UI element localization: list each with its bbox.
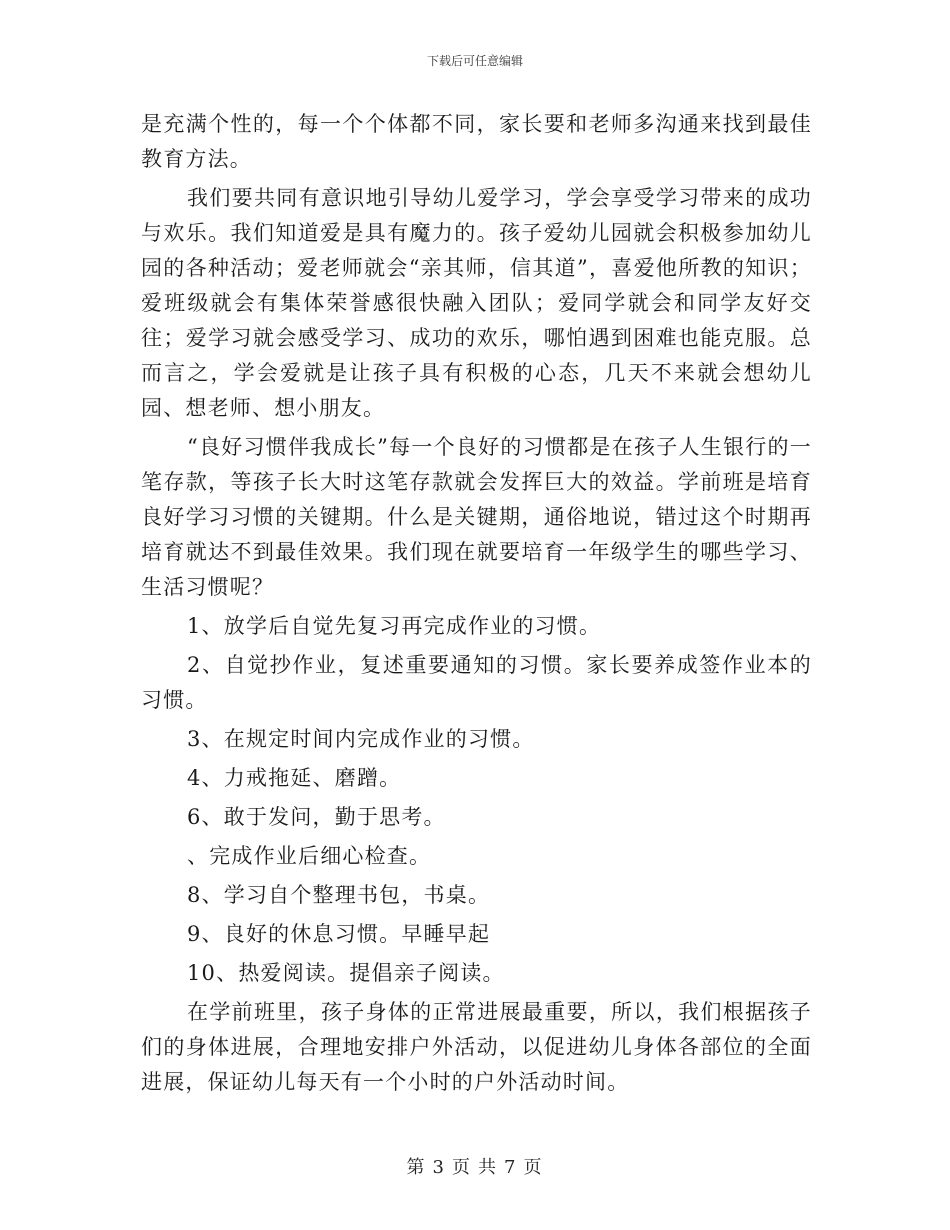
list-item: 1、放学后自觉先复习再完成作业的习惯。 xyxy=(187,614,602,638)
document-body xyxy=(141,107,812,1100)
list-item: 2、自觉抄作业，复述重要通知的习惯。家长要养成签作业本的习惯。 xyxy=(141,653,812,712)
paragraph-1: 是充满个性的，每一个个体都不同，家长要和老师多沟通来找到最佳教育方法。 xyxy=(141,112,812,171)
footer-label-page-unit: 页 xyxy=(452,1157,472,1178)
list-item: 6、敢于发问，勤于思考。 xyxy=(187,805,446,829)
footer-label-total-unit: 页 xyxy=(523,1157,544,1178)
list-item: 10、热爱阅读。提倡亲子阅读。 xyxy=(187,961,505,985)
paragraph-3: “良好习惯伴我成长”每一个良好的习惯都是在孩子人生银行的一笔存款，等孩子长大时这笔存款就会发挥巨大的效益。学前班是培育良好学习习惯的关键期。什么是关键期，通俗地说，错过这个时期再培育就达不到最佳效果。我们现在就要培育一年级学生的哪些学习、生活习惯呢？ xyxy=(141,435,812,599)
list-item: 3、在规定时间内完成作业的习惯。 xyxy=(187,727,535,751)
footer-label-total: 共 xyxy=(478,1157,498,1178)
total-pages: 7 xyxy=(504,1157,518,1178)
list-item: 9、良好的休息习惯。早睡早起 xyxy=(187,922,491,946)
list-item: 8、学习自个整理书包，书桌。 xyxy=(187,883,491,907)
page-footer xyxy=(0,1153,950,1179)
habit-list xyxy=(141,609,812,991)
list-item: 、完成作业后细心检查。 xyxy=(187,844,432,868)
list-item: 4、力戒拖延、磨蹭。 xyxy=(187,766,402,790)
page-number: 3 xyxy=(432,1157,446,1178)
paragraph-4: 在学前班里，孩子身体的正常进展最重要，所以，我们根据孩子们的身体进展，合理地安排户外活动，以促进幼儿身体各部位的全面进展，保证幼儿每天有一个小时的户外活动时间。 xyxy=(141,1000,812,1094)
paragraph-2: 我们要共同有意识地引导幼儿爱学习，学会享受学习带来的成功与欢乐。我们知道爱是具有魔力的。孩子爱幼儿园就会积极参加幼儿园的各种活动；爱老师就会“亲其师，信其道”，喜爱他所教的知识；爱班级就会有集体荣誉感很快融入团队；爱同学就会和同学友好交往；爱学习就会感受学习、成功的欢乐，哪怕遇到困难也能克服。总而言之，学会爱就是让孩子具有积极的心态，几天不来就会想幼儿园、想老师、想小朋友。 xyxy=(141,186,812,420)
page-header: 下载后可任意编辑 xyxy=(426,54,523,68)
footer-label-page: 第 xyxy=(406,1157,427,1178)
